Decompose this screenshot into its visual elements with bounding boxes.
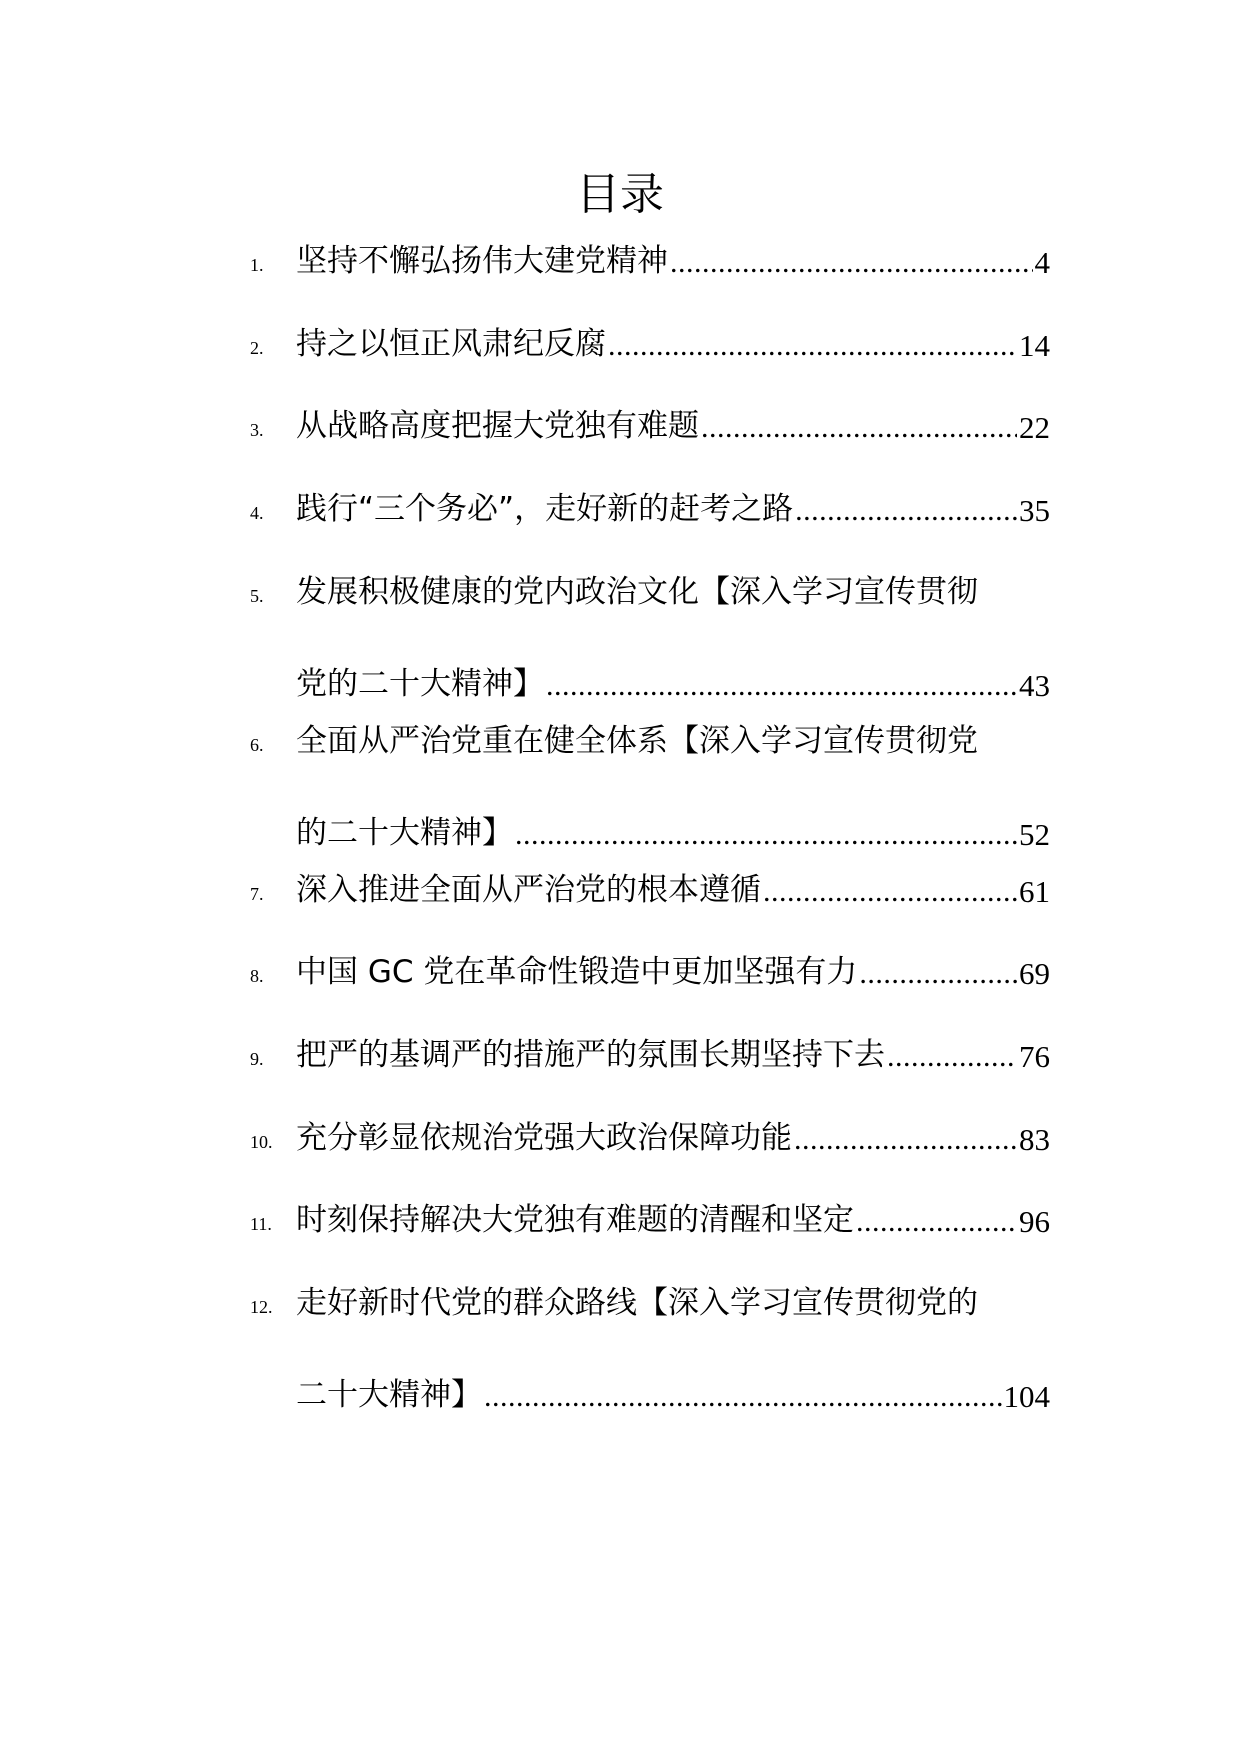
toc-entry-page: 76 bbox=[1019, 1039, 1050, 1074]
toc-entry-number: 9. bbox=[250, 1048, 264, 1069]
toc-entry-title: 发展积极健康的党内政治文化【深入学习宣传贯彻 bbox=[296, 574, 978, 610]
toc-entry-line-1 bbox=[250, 711, 1050, 771]
toc-leader-dots bbox=[546, 662, 1017, 706]
toc-entry-title: 时刻保持解决大党独有难题的清醒和坚定 bbox=[296, 1202, 854, 1238]
toc-entry-title: 从战略高度把握大党独有难题 bbox=[296, 408, 699, 444]
toc-entry-number: 3. bbox=[250, 419, 264, 440]
toc-entry-number: 5. bbox=[250, 585, 264, 606]
toc-entry-title-continued: 的二十大精神】 bbox=[296, 815, 513, 851]
toc-leader-dots bbox=[794, 1116, 1017, 1160]
toc-entry-page: 43 bbox=[1019, 668, 1050, 703]
toc-entry-page: 14 bbox=[1019, 328, 1050, 363]
toc-entry-page: 4 bbox=[1034, 245, 1050, 280]
toc-entry-line-2 bbox=[250, 1365, 1050, 1425]
toc-entry[interactable] bbox=[250, 479, 1050, 539]
toc-leader-dots bbox=[515, 811, 1017, 855]
toc-entry-number: 11. bbox=[250, 1213, 272, 1234]
toc-entry-title-continued: 二十大精神】 bbox=[296, 1377, 482, 1413]
toc-entry-title: 走好新时代党的群众路线【深入学习宣传贯彻党的 bbox=[296, 1285, 978, 1321]
toc-entry-page: 69 bbox=[1019, 956, 1050, 991]
toc-leader-dots bbox=[670, 239, 1033, 283]
toc-entry[interactable] bbox=[250, 942, 1050, 1002]
toc-leader-dots bbox=[701, 404, 1017, 448]
toc-entry-number: 10. bbox=[250, 1131, 273, 1152]
toc-entry-number: 12. bbox=[250, 1296, 273, 1317]
toc-entry[interactable] bbox=[250, 1025, 1050, 1085]
toc-entry-number: 2. bbox=[250, 337, 264, 358]
toc-entry-title: 持之以恒正风肃纪反腐 bbox=[296, 326, 606, 362]
toc-entry-title: 把严的基调严的措施严的氛围长期坚持下去 bbox=[296, 1037, 885, 1073]
toc-entry-title: 深入推进全面从严治党的根本遵循 bbox=[296, 872, 761, 908]
toc-entry-line-2 bbox=[250, 654, 1050, 714]
toc-entry[interactable] bbox=[250, 231, 1050, 291]
toc-entry-page: 104 bbox=[1003, 1379, 1050, 1414]
toc-entry-number: 6. bbox=[250, 734, 264, 755]
toc-entry-number: 7. bbox=[250, 883, 264, 904]
toc-entry-line-1 bbox=[250, 562, 1050, 622]
toc-entry-title: 坚持不懈弘扬伟大建党精神 bbox=[296, 243, 668, 279]
toc-entry-title: 全面从严治党重在健全体系【深入学习宣传贯彻党 bbox=[296, 723, 978, 759]
toc-entry[interactable] bbox=[250, 711, 1050, 863]
toc-entry-page: 83 bbox=[1019, 1122, 1050, 1157]
toc-entry-number: 1. bbox=[250, 254, 264, 275]
toc-leader-dots bbox=[608, 322, 1017, 366]
toc-leader-dots bbox=[795, 487, 1017, 531]
toc-entry-number: 8. bbox=[250, 965, 264, 986]
toc-leader-dots bbox=[763, 868, 1017, 912]
page-title: 目录 bbox=[576, 169, 664, 220]
toc-entry-page: 35 bbox=[1019, 493, 1050, 528]
toc-entry[interactable] bbox=[250, 1108, 1050, 1168]
toc-entry-line-1 bbox=[250, 1273, 1050, 1333]
toc-leader-dots bbox=[887, 1033, 1017, 1077]
toc-entry[interactable] bbox=[250, 396, 1050, 456]
toc-entry-page: 52 bbox=[1019, 817, 1050, 852]
toc-entry-number: 4. bbox=[250, 502, 264, 523]
toc-entry-page: 22 bbox=[1019, 410, 1050, 445]
toc-leader-dots bbox=[484, 1373, 1002, 1417]
toc-entry-page: 61 bbox=[1019, 874, 1050, 909]
toc-entry-line-2 bbox=[250, 803, 1050, 863]
toc-entry[interactable] bbox=[250, 860, 1050, 920]
toc-entry[interactable] bbox=[250, 1190, 1050, 1250]
toc-leader-dots bbox=[859, 950, 1017, 994]
toc-entry[interactable] bbox=[250, 562, 1050, 714]
toc-entry-page: 96 bbox=[1019, 1204, 1050, 1239]
toc-entry-title: 充分彰显依规治党强大政治保障功能 bbox=[296, 1120, 792, 1156]
toc-entry-title-continued: 党的二十大精神】 bbox=[296, 666, 544, 702]
toc-leader-dots bbox=[856, 1198, 1017, 1242]
toc-entry[interactable] bbox=[250, 314, 1050, 374]
toc-entry-title: 践行“三个务必”，走好新的赶考之路 bbox=[296, 491, 794, 527]
toc-entry[interactable] bbox=[250, 1273, 1050, 1425]
toc-entry-title: 中国 GC 党在革命性锻造中更加坚强有力 bbox=[296, 954, 858, 990]
